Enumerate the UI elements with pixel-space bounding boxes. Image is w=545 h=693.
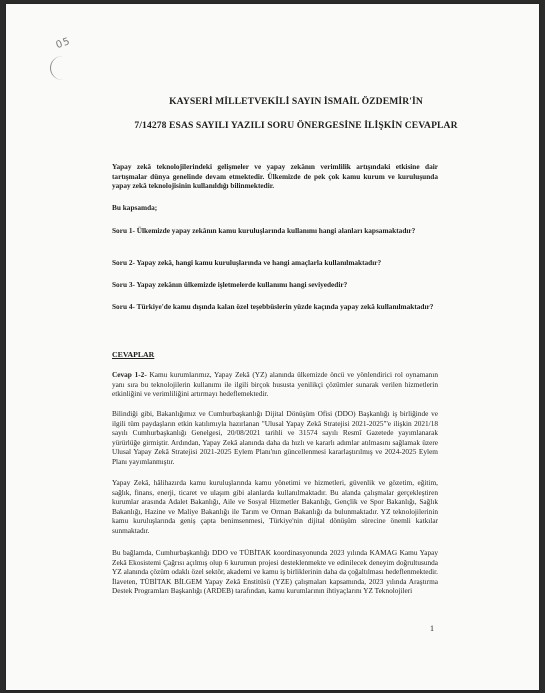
page-number: 1 [430,624,434,633]
answers-heading: CEVAPLAR [112,350,155,359]
body-paragraph: Bilindiği gibi, Bakanlığımız ve Cumhurbaşkanlığı Dijital Dönüşüm Ofisi (DDO) Başkanlığı iş birliğinde ve ilgili tüm paydaşların etkin katılımıyla hazırlanan "Ulusal Yapay Zekâ Stratejisi 2021-2025"'e ilişkin 2021/18 sayılı Cumhurbaşkanlığı Genelgesi, 20/08/2021 tarihli ve 31574 sayılı Resmî Gazetede yayımlanarak yürürlüğe girmiştir. Ardından, Yapay Zekâ alanında daha da hızlı ve kararlı adımlar atılmasını sağlamak üzere Ulusal Yapay Zekâ Stratejisi 2021-2025 Eylem Planı'nın güncellenmesi kararlaştırılmış ve 2024-2025 Eylem Planı yayımlanmıştır. [112,409,438,466]
question-1: Soru 1- Ülkemizde yapay zekânın kamu kuruluşlarında kullanımı hangi alanları kapsamaktadır? [112,226,416,235]
stamp-mark [50,56,75,80]
body-paragraph: Yapay Zekâ, hâlihazırda kamu kuruluşlarında kamu yönetimi ve hizmetleri, güvenlik ve gözetim, eğitim, sağlık, finans, enerji, ticaret ve ulaşım gibi alanlarda kullanılmaktadır. Bu alanda çalışmalar gerçekleştiren kurumlar arasında Adalet Bakanlığı, Aile ve Sosyal Hizmetler Bakanlığı, Gençlik ve Spor Bakanlığı, Sağlık Bakanlığı, Hazine ve Maliye Bakanlığı ile Tarım ve Orman Bakanlığı da bulunmaktadır. YZ teknolojilerinin kamu kuruluşlarında geniş çapta benimsenmesi, Türkiye'nin dijital dönüşüm sürecine önemli katkılar sunmaktadır. [112,478,438,535]
question-2: Soru 2- Yapay zekâ, hangi kamu kuruluşlarında ve hangi amaçlarla kullanılmaktadır? [112,258,382,267]
document-subtitle: 7/14278 ESAS SAYILI YAZILI SORU ÖNERGESİNE İLİŞKİN CEVAPLAR [134,120,458,131]
question-3: Soru 3- Yapay zekânın ülkemizde işletmelerde kullanımı hangi seviyededir? [112,280,348,289]
answer-label: Cevap 1-2- [112,370,147,379]
answer-text: Kamu kurumlarımız, Yapay Zekâ (YZ) alanında ülkemizde öncü ve yönlendirici rol oynamanın yanı sıra bu teknolojilerin kullanımı ile ilgili birçok hususta yenilikçi çözümler sunarak verilen hizmetlerin etkinliğini ve verimliliğini artırmayı hedeflemektedir. [112,370,438,399]
body-paragraph: Bu bağlamda, Cumhurbaşkanlığı DDO ve TÜBİTAK koordinasyonunda 2023 yılında KAMAG Kamu Yapay Zekâ Ekosistemi Çağrısı açılmış olup 6 kurumun projesi desteklenmekte ve edinilecek deneyim doğrultusunda YZ alanında çözüm odaklı özel sektör, akademi ve kamu iş birliklerinin daha da çoğaltılması hedeflenmektedir. İlaveten, TÜBİTAK BİLGEM Yapay Zekâ Enstitüsü (YZE) çalışmaları kapsamında, 2023 yılında Araştırma Destek Programları Başkanlığı (ARDEB) tarafından, kamu kurumlarının ihtiyaçlarını YZ Teknolojileri [112,548,438,596]
scope-label: Bu kapsamda; [112,203,158,212]
document-page [6,4,539,690]
document-title: KAYSERİ MİLLETVEKİLİ SAYIN İSMAİL ÖZDEMİR'İN [169,96,423,107]
question-4: Soru 4- Türkiye'de kamu dışında kalan özel teşebbüslerin yüzde kaçında yapay zekâ kullanılmaktadır? [112,302,434,311]
intro-paragraph: Yapay zekâ teknolojilerindeki gelişmeler ve yapay zekânın verimlilik artışındaki etkisine dair tartışmalar dünya genelinde devam etmektedir. Ülkemizde de pek çok kamu kurum ve kuruluşunda yapay zekâ teknolojisinin kullanıldığı bilinmektedir. [112,162,438,191]
answer-paragraph [112,370,438,399]
page-stamp: 05 [54,35,73,52]
